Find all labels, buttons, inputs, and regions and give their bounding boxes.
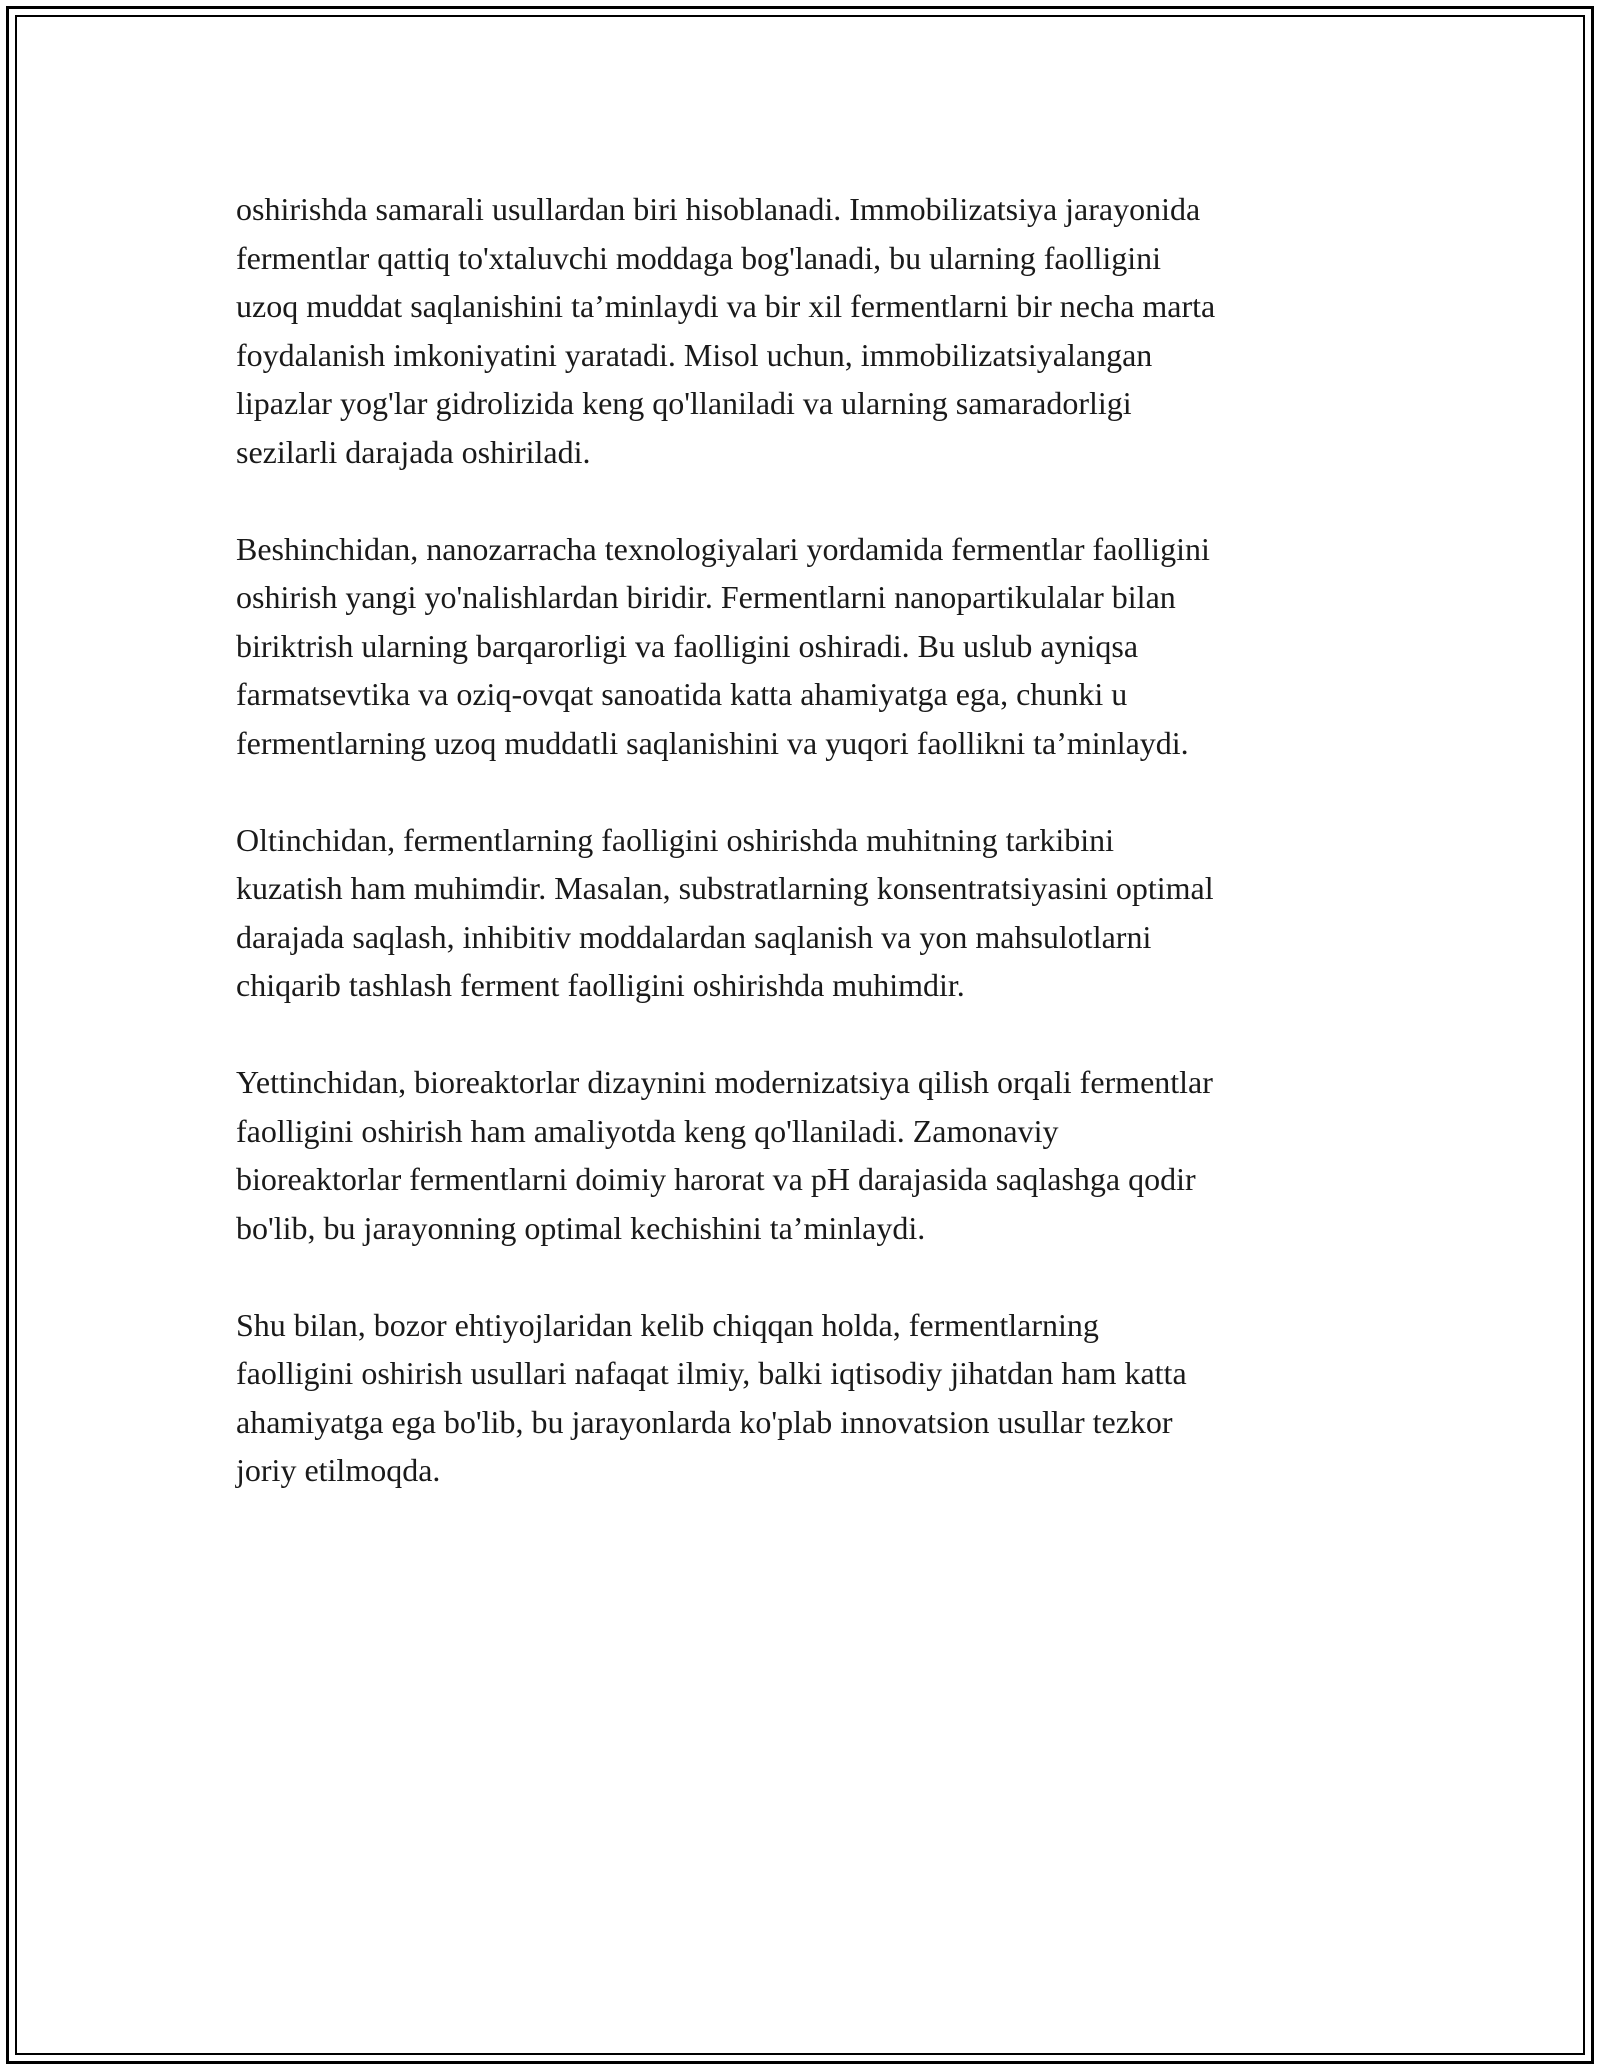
text-line: fermentlarning uzoq muddatli saqlanishini va yuqori faollikni ta’minlaydi. — [236, 724, 1189, 761]
text-line: joriy etilmoqda. — [236, 1452, 441, 1488]
text-line: ahamiyatga ega bo'lib, bu jarayonlarda ko'plab innovatsion usullar tezkor — [236, 1403, 1173, 1440]
text-line: farmatsevtika va oziq-ovqat sanoatida katta ahamiyatga ega, chunki u — [236, 676, 1128, 712]
text-line: foydalanish imkoniyatini yaratadi. Misol uchun, immobilizatsiyalangan — [236, 336, 1153, 373]
text-line: kuzatish ham muhimdir. Masalan, substratlarning konsentratsiyasini optimal — [236, 870, 1214, 906]
paragraph-3 — [236, 816, 1366, 1010]
text-line: biriktrish ularning barqarorligi va faolligini oshiradi. Bu uslub ayniqsa — [236, 627, 1139, 664]
text-line: Oltinchidan, fermentlarning faolligini oshirishda muhitning tarkibini — [236, 821, 1115, 858]
text-line: faolligini oshirish usullari nafaqat ilmiy, balki iqtisodiy jihatdan ham katta — [236, 1355, 1187, 1391]
text-line: oshirishda samarali usullardan biri hisoblanadi. Immobilizatsiya jarayonida — [236, 191, 1201, 227]
paragraph-2 — [236, 525, 1366, 768]
text-line: bo'lib, bu jarayonning optimal kechishini ta’minlaydi. — [236, 1209, 926, 1246]
text-line: chiqarib tashlash ferment faolligini oshirishda muhimdir. — [236, 967, 965, 1003]
text-line: Beshinchidan, nanozarracha texnologiyalari yordamida fermentlar faolligini — [236, 530, 1210, 567]
text-line: lipazlar yog'lar gidrolizida keng qo'llaniladi va ularning samaradorligi — [236, 385, 1132, 421]
text-line: fermentlar qattiq to'xtaluvchi moddaga bog'lanadi, bu ularning faolligini — [236, 239, 1162, 276]
text-line: sezilarli darajada oshiriladi. — [236, 433, 591, 470]
paragraph-4 — [236, 1058, 1366, 1252]
text-line: faolligini oshirish ham amaliyotda keng qo'llaniladi. Zamonaviy — [236, 1112, 1059, 1149]
text-line: oshirish yangi yo'nalishlardan biridir. Fermentlarni nanopartikulalar bilan — [236, 579, 1176, 615]
text-line: uzoq muddat saqlanishini ta’minlaydi va bir xil fermentlarni bir necha marta — [236, 288, 1216, 324]
document-body — [236, 185, 1366, 1543]
paragraph-1 — [236, 185, 1366, 476]
text-line: Yettinchidan, bioreaktorlar dizaynini modernizatsiya qilish orqali fermentlar — [236, 1064, 1213, 1100]
text-line: bioreaktorlar fermentlarni doimiy harorat va pH darajasida saqlashga qodir — [236, 1161, 1196, 1197]
paragraph-5 — [236, 1301, 1366, 1495]
text-line: darajada saqlash, inhibitiv moddalardan saqlanish va yon mahsulotlarni — [236, 918, 1152, 955]
text-line: Shu bilan, bozor ehtiyojlaridan kelib chiqqan holda, fermentlarning — [236, 1306, 1099, 1343]
